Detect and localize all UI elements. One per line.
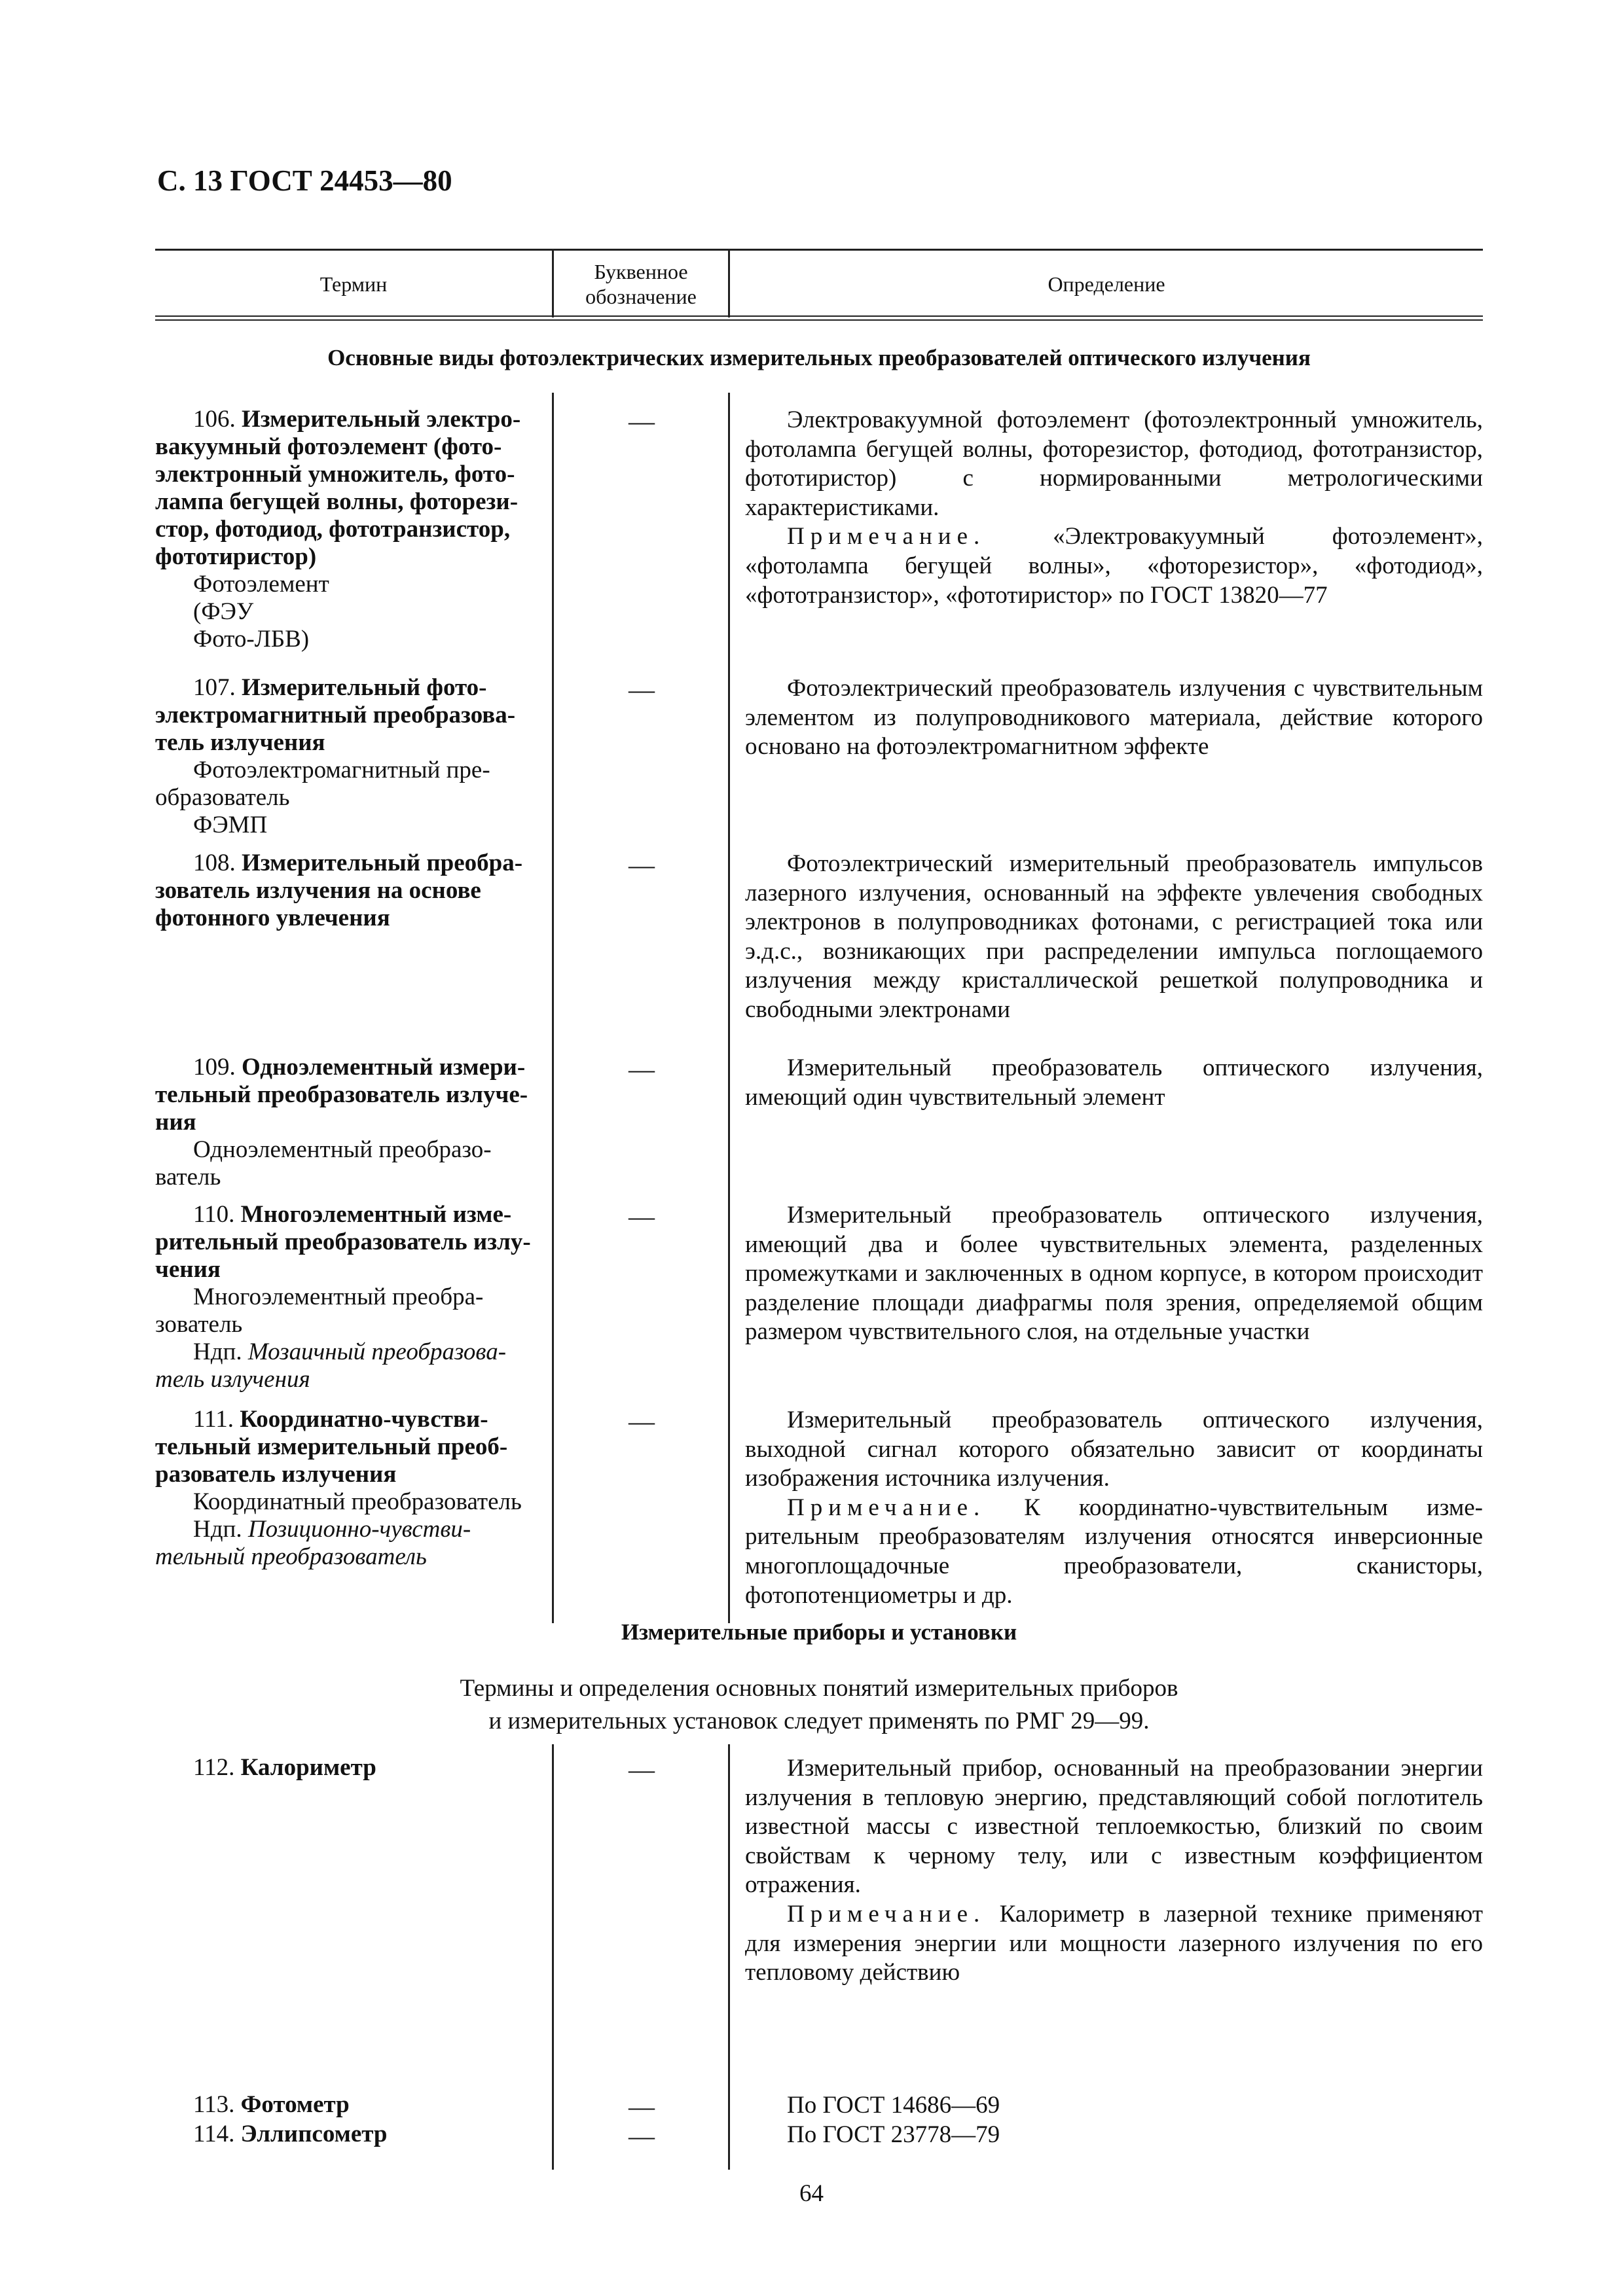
definition-110: Измерительный преобразователь оптического излучения, имеющий два и более чувствительных элемента, разделенных промежутками и заключенных в одном корпусе, в котором происходит разделение площади диафрагмы поля зрения, определяемой общим размером чувствительного слоя, на отдельные участки <box>745 1202 1483 1346</box>
designation-dash: — <box>629 406 655 436</box>
column-divider-2 <box>728 393 730 1623</box>
definition-111: Измерительный преобразователь оптического излучения, выходной сигнал которого обязательно зависит от координаты изображения источника излучения. Примечание. К координатно-чувствительным измерительным преобразователям излучения относятся инверсионные многоплощадочные преобразователи, сканисторы, фотопотенциометры и др. <box>745 1407 1483 1609</box>
synonym: Одноэлементный преобразователь <box>155 1136 492 1191</box>
synonym: Координатный преобразователь <box>193 1488 522 1515</box>
column-divider-2-section2 <box>728 1744 730 2170</box>
term-112: 112. Калориметр <box>193 1754 376 1781</box>
term-113: 113. Фотометр <box>193 2091 350 2118</box>
definition-107: Фотоэлектрический преобразователь излучения с чувствительным элементом из полупроводникового материала, действие которого основано на фотоэлектромагнитном эффекте <box>745 675 1483 761</box>
synonym: Фото-ЛБВ) <box>193 626 310 653</box>
term-111: 111. Координатно-чувствительный измерительный преобразователь излучения Координатный преобразователь Ндп. Позиционно-чувствительный преобразователь <box>155 1406 537 1571</box>
term-108: 108. Измерительный преобразователь излучения на основе фотонного увлечения <box>155 850 523 931</box>
synonym: Многоэлементный преобразователь <box>155 1283 484 1338</box>
page-number: 64 <box>799 2180 824 2207</box>
section-title-photoelectric: Основные виды фотоэлектрических измерительных преобразователей оптического излучения <box>327 345 1311 370</box>
designation-dash: — <box>629 1054 655 1084</box>
definition-114: По ГОСТ 23778—79 <box>787 2121 1000 2148</box>
column-divider-1 <box>552 393 554 1623</box>
definition-109: Измерительный преобразователь оптического излучения, имеющий один чувствительный элемент <box>745 1054 1483 1111</box>
synonym: Фотоэлемент <box>193 571 329 598</box>
definition-113: По ГОСТ 14686—69 <box>787 2092 1000 2119</box>
term-107: 107. Измерительный фотоэлектромагнитный преобразователь излучения Фотоэлектромагнитный преобразователь ФЭМП <box>155 674 537 839</box>
column-header-designation: Буквенное обозначение <box>585 260 697 308</box>
definition-108: Фотоэлектрический измерительный преобразователь импульсов лазерного излучения, основанный на эффекте увлечения свободных электронов в полупроводниках фотонами, с регистрацией тока или э.д.с., возникающих при распределении импульса поглощаемого излучения между кристаллической решеткой полупроводника и свободными электронами <box>745 850 1483 1023</box>
section-title-instruments: Измерительные приборы и установки <box>621 1619 1017 1645</box>
designation-dash: — <box>629 2092 655 2121</box>
designation-dash: — <box>629 1202 655 1231</box>
synonym: ФЭМП <box>193 812 268 838</box>
definition-106: Электровакуумной фотоэлемент (фотоэлектронный умножитель, фотолампа бегущей волны, фоторезистор, фотодиод, фототранзистор, фототиристор) с нормированными метрологическими характеристиками. Примечание. «Электровакуумный фотоэлемент», «фотолампа бегущей волны», «фоторезистор», «фотодиод», «фототранзистор», «фототиристор» по ГОСТ 13820—77 <box>745 406 1484 609</box>
definition-112: Измерительный прибор, основанный на преобразовании энергии излучения в тепловую энергию, представляющий собой поглотитель известной массы с известной теплоемкостью, близкий по своим свойствам к черному телу, или с известным коэффициентом отражения. Примечание. Калориметр в лазерной технике применяют для измерения энергии или мощности лазерного излучения по его тепловому действию <box>745 1755 1484 1986</box>
table-head-rule-2 <box>155 319 1483 321</box>
column-header-definition: Определение <box>1048 272 1165 296</box>
column-header-term: Термин <box>319 272 388 296</box>
designation-dash: — <box>629 2121 655 2151</box>
designation-dash: — <box>629 1755 655 1784</box>
term-114: 114. Эллипсометр <box>193 2121 388 2147</box>
page-header: С. 13 ГОСТ 24453—80 <box>157 164 452 197</box>
section-note: Термины и определения основных понятий измерительных приборов и измерительных установок следует применять по РМГ 29—99. <box>460 1675 1178 1734</box>
term-106: 106. Измерительный электровакуумный фотоэлемент (фотоэлектронный умножитель, фотолампа бегущей волны, фоторезистор, фотодиод, фототранзистор, фототиристор) Фотоэлемент (ФЭУ Фото-ЛБВ) <box>155 406 537 653</box>
not-recommended-term: Ндп. Мозаичный преобразователь излучения <box>155 1338 507 1393</box>
synonym: Фотоэлектромагнитный преобразователь <box>155 757 490 811</box>
designation-dash: — <box>629 675 655 704</box>
column-divider-1-section2 <box>552 1744 554 2170</box>
term-110: 110. Многоэлементный измерительный преобразователь излучения Многоэлементный преобразователь Ндп. Мозаичный преобразователь излучения <box>155 1201 537 1393</box>
synonym: (ФЭУ <box>193 598 254 625</box>
not-recommended-term: Ндп. Позиционно-чувствительный преобразователь <box>155 1516 471 1570</box>
designation-dash: — <box>629 1407 655 1436</box>
term-109: 109. Одноэлементный измерительный преобразователь излучения Одноэлементный преобразователь <box>155 1054 537 1191</box>
designation-dash: — <box>629 850 655 880</box>
